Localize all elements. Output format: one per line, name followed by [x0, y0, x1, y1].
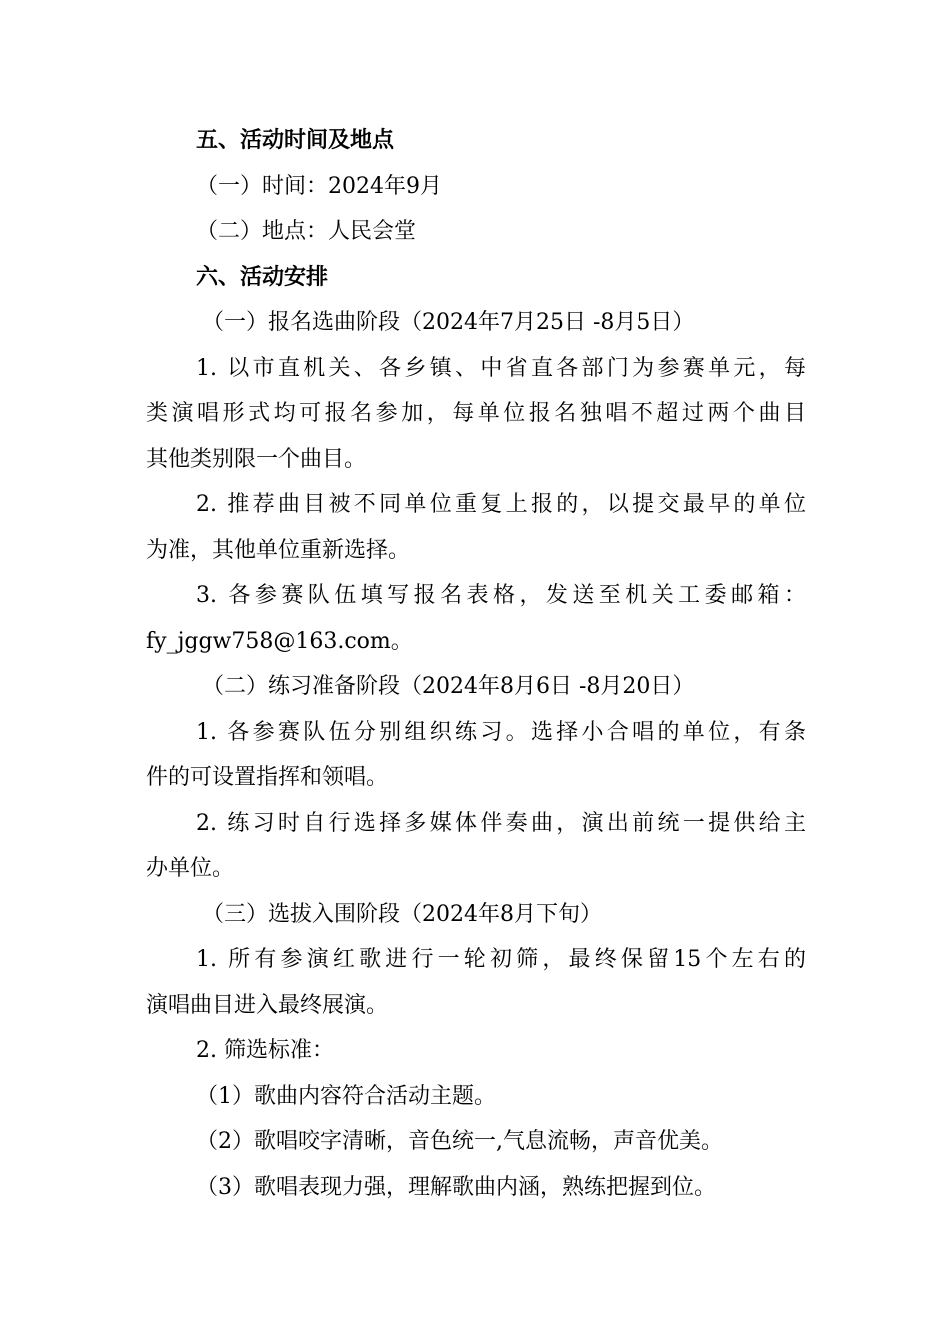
criteria-item-2: （2）歌唱咬字清晰，音色统一,气息流畅，声音优美。 — [196, 1129, 723, 1154]
stage3-item1-line2: 演唱曲目进入最终展演。 — [146, 992, 389, 1018]
stage1-item3-line1: 3. 各参赛队伍填写报名表格，发送至机关工委邮箱： — [196, 583, 806, 608]
section-five-title: 五、活动时间及地点 — [196, 128, 395, 153]
stage3-item1-line1: 1. 所有参演红歌进行一轮初筛，最终保留15个左右的 — [196, 947, 806, 972]
criteria-item-3: （3）歌唱表现力强，理解歌曲内涵，熟练把握到位。 — [196, 1174, 716, 1200]
section-six-title: 六、活动安排 — [196, 264, 329, 290]
stage1-item3-email: fy_jggw758@163.com。 — [146, 628, 413, 654]
stage1-item2-line2: 为准，其他单位重新选择。 — [146, 537, 411, 563]
stage3-title: （三）选拔入围阶段（2024年8月下旬） — [202, 901, 602, 927]
stage2-item1-line2: 件的可设置指挥和领唱。 — [146, 765, 389, 790]
stage2-item1-line1: 1. 各参赛队伍分别组织练习。选择小合唱的单位，有条 — [196, 719, 806, 745]
stage1-item2-line1: 2. 推荐曲目被不同单位重复上报的，以提交最早的单位 — [196, 492, 806, 517]
document-body — [146, 118, 806, 1210]
criteria-item-1: （1）歌曲内容符合活动主题。 — [196, 1083, 496, 1109]
stage1-title: （一）报名选曲阶段（2024年7月25日 -8月5日） — [202, 310, 695, 335]
event-place: （二）地点：人民会堂 — [196, 219, 417, 244]
stage1-item1-line3: 其他类别限一个曲目。 — [146, 446, 367, 472]
stage3-item2: 2. 筛选标准： — [196, 1038, 334, 1063]
stage2-item2-line2: 办单位。 — [146, 856, 235, 881]
stage2-item2-line1: 2. 练习时自行选择多媒体伴奏曲，演出前统一提供给主 — [196, 810, 806, 836]
event-time: （一）时间：2024年9月 — [196, 173, 442, 199]
stage1-item1-line1: 1. 以市直机关、各乡镇、中省直各部门为参赛单元，每 — [196, 355, 806, 381]
stage2-title: （二）练习准备阶段（2024年8月6日 -8月20日） — [202, 674, 695, 699]
stage1-item1-line2: 类演唱形式均可报名参加，每单位报名独唱不超过两个曲目 — [146, 401, 806, 426]
